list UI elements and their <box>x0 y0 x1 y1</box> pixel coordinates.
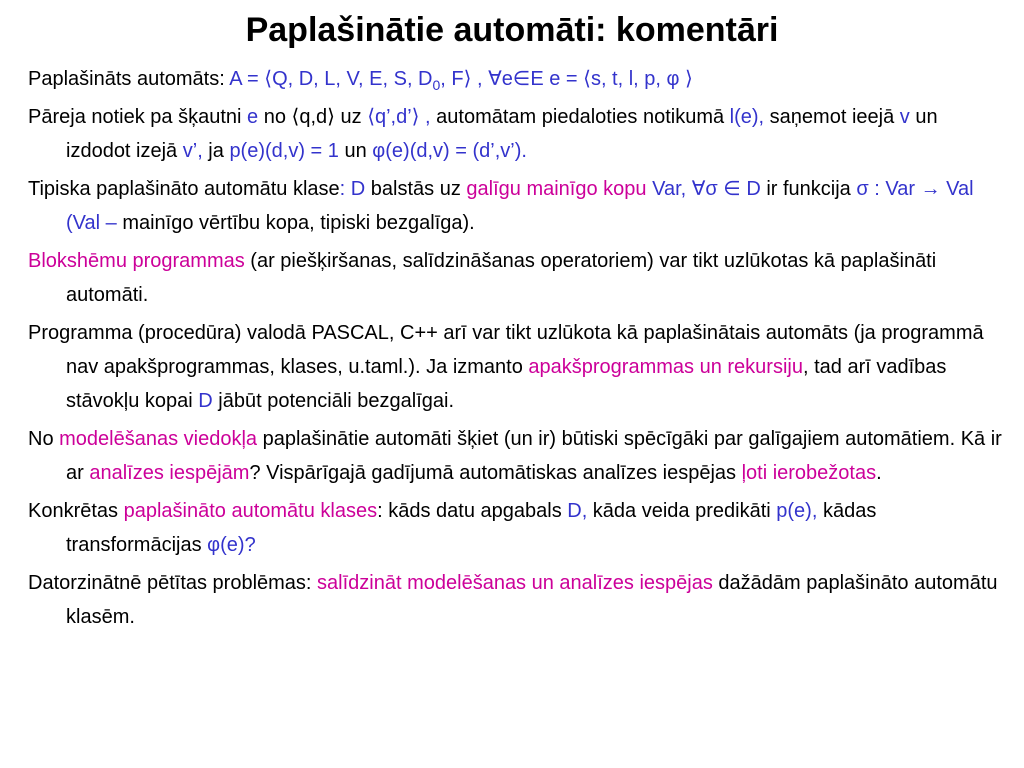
text: Programma (procedūra) valodā PASCAL, C++ arī var tikt uzlūkota kā paplašinātais automāts (ja programmā nav apakšprogrammas, klases, u.taml.). Ja izmanto <box>28 322 984 378</box>
highlight-limited: ļoti ierobežotas <box>741 462 877 484</box>
sigma-formula: σ : Var → Val (Val – <box>66 178 974 234</box>
text: un izdodot izejā <box>66 106 938 162</box>
highlight-compare: salīdzināt modelēšanas un analīzes iespējas <box>317 572 713 594</box>
text: . <box>876 462 882 484</box>
highlight-modeling: modelēšanas viedokļa <box>59 428 258 450</box>
text: jābūt potenciāli bezgalīgai. <box>212 390 455 412</box>
text: balstās uz <box>365 178 467 200</box>
text: paplašinātie automāti šķiet (un ir) būtiski spēcīgāki par galīgajiem automātiem. Kā ir ar <box>66 428 1002 484</box>
text: no <box>258 106 292 128</box>
transform-symbol: φ(e)? <box>207 534 256 556</box>
highlight-recursion: apakšprogrammas un rekursiju <box>528 356 803 378</box>
var-formula: Var, ∀σ ∈ D <box>646 178 761 200</box>
edge-tuple: , F⟩ , ∀e∈E e = ⟨s, t, l, p, φ ⟩ <box>440 68 693 90</box>
edge-symbol: e <box>247 106 259 128</box>
text: mainīgo vērtību kopa, tipiski bezgalīga). <box>116 212 475 234</box>
paragraph-definition <box>28 62 1003 96</box>
paragraph-programs <box>28 316 1003 418</box>
text: uz <box>334 106 368 128</box>
automaton-tuple: A = ⟨Q, D, L, V, E, S, D <box>229 68 433 90</box>
text: ? Vispārīgajā gadījumā automātiskas analīzes iespējas <box>249 462 742 484</box>
slide-title: Paplašinātie automāti: komentāri <box>245 11 779 49</box>
text: ir funkcija <box>760 178 857 200</box>
source-state: ⟨q,d⟩ <box>291 106 335 128</box>
text: kādas transformācijas <box>66 500 877 556</box>
highlight-finite-vars: galīgu mainīgo kopu <box>466 178 647 200</box>
text: dažādām paplašināto automātu klasēm. <box>66 572 998 628</box>
text: saņemot ieejā <box>764 106 900 128</box>
text: Datorzinātnē pētītas problēmas: <box>28 572 318 594</box>
predicate-symbol: p(e), <box>776 500 818 522</box>
text: Konkrētas <box>28 500 124 522</box>
slide-content <box>28 62 1003 638</box>
domain-symbol: : D <box>339 178 366 200</box>
predicate-formula: p(e)(d,v) = 1 <box>229 140 339 162</box>
text: Pāreja notiek pa šķautni <box>28 106 248 128</box>
text: (ar piešķiršanas, salīdzināšanas operatoriem) var tikt uzlūkotas kā paplašināti automāti. <box>66 250 937 306</box>
output-symbol: v’, <box>182 140 203 162</box>
text: kāda veida predikāti <box>587 500 777 522</box>
text: automātam piedaloties notikumā <box>430 106 730 128</box>
text: Tipiska paplašināto automātu klase <box>28 178 340 200</box>
highlight-analysis: analīzes iespējām <box>89 462 250 484</box>
text: Paplašināts automāts: <box>28 68 230 90</box>
text: , tad arī vadības stāvokļu kopai <box>66 356 947 412</box>
transform-formula: φ(e)(d,v) = (d’,v’). <box>372 140 527 162</box>
paragraph-typical-class <box>28 172 1003 240</box>
text: un <box>338 140 373 162</box>
domain-symbol: D <box>198 390 213 412</box>
paragraph-modeling <box>28 422 1003 490</box>
text: ja <box>202 140 230 162</box>
event-label: l(e), <box>729 106 765 128</box>
text: No <box>28 428 60 450</box>
paragraph-flowcharts <box>28 244 1003 312</box>
input-symbol: v <box>899 106 910 128</box>
target-state: ⟨q’,d’⟩ , <box>367 106 431 128</box>
paragraph-transition <box>28 100 1003 168</box>
highlight-automata-classes: paplašināto automātu klases <box>123 500 378 522</box>
paragraph-classes <box>28 494 1003 562</box>
paragraph-problems <box>28 566 1003 634</box>
text: : kāds datu apgabals <box>377 500 568 522</box>
highlight-flowcharts: Blokshēmu programmas <box>28 250 245 272</box>
subscript: 0 <box>432 77 441 93</box>
domain-symbol: D, <box>567 500 588 522</box>
